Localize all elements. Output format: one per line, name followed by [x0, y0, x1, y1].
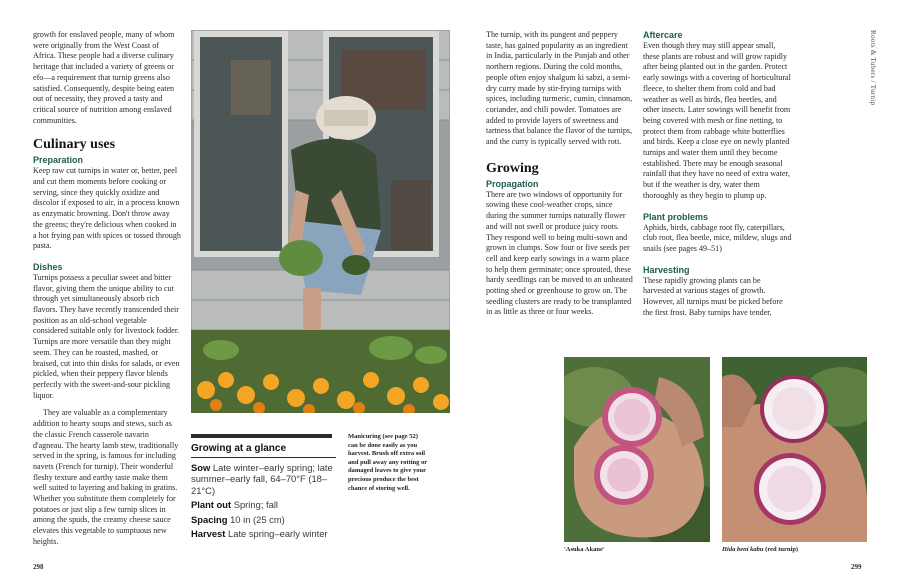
glance-plant-label: Plant out: [191, 499, 232, 511]
plant-problems-heading: Plant problems: [643, 211, 709, 222]
propagation-heading: Propagation: [486, 178, 539, 189]
glance-plant-value: Spring; fall: [233, 499, 279, 511]
hida-beni-kabu-caption: [722, 546, 798, 555]
harvesting-heading: Harvesting: [643, 264, 690, 275]
glance-spacing-label: Spacing: [191, 513, 228, 525]
aftercare-text: Even though they may still appear small, these plants are robust and will grow rapidly after being planted out in the garden. Protect early sowings with a covering of horticultural fleece, to shelter them from cold and bad weather as well as birds, flea beetles, and other insects. Later sowings will benefit from being covered with mesh or fine netting, to protect them from cabbage white butterflies and birds. Keep a close eye on newly planted turnips and water them until they become established. There may be enough seasonal rainfall that they have no need of extra water, but if the weather is dry, water them thoroughly as they begin to plump up.: [643, 41, 791, 200]
right-col-1: [486, 30, 634, 318]
glance-sow-label: Sow: [191, 462, 211, 473]
dishes-heading: Dishes: [33, 261, 63, 272]
propagation-text: There are two windows of opportunity for sowing these cool-weather crops, since during the summer turnips naturally flower and will not swell or produce juicy roots. They respond well to being multi-sown and grown in clumps. Sow four or five seeds per cell and keep early sowings in a warm place to help them germinate; once sprouted, these hardy seedlings can be moved to an unheated potting shed or greenhouse to grow on. The seedling clusters are ready to be transplanted in as little as three or four weeks.: [486, 189, 633, 317]
glance-title: Growing at a glance: [191, 443, 287, 454]
glance-harvest-value: Late spring–early winter: [228, 528, 328, 540]
harvesting-text: These rapidly growing plants can be harvested at various stages of growth. However, all turnips must be picked before the first frost. Baby turnips have tender,: [643, 275, 783, 317]
left-page-number: 298: [33, 563, 44, 571]
glance-spacing-row: [191, 514, 336, 525]
glance-plant-row: [191, 499, 336, 510]
hida-beni-kabu-gloss: (red turnip): [765, 546, 799, 553]
preparation-heading: Preparation: [33, 155, 84, 166]
left-col-1: [33, 30, 181, 548]
aftercare-heading: Aftercare: [643, 30, 683, 40]
glance-sow-row: [191, 462, 336, 496]
culinary-uses-heading: Culinary uses: [33, 137, 116, 153]
india-intro-text: The turnip, with its pungent and peppery taste, has gained popularity as an ingredient in India, particularly in the Punjab and other northern regions. During the cold months, people often enjoy shalgum ki sabzi, a semi-dry curry made by stir-frying turnips with spices, including turmeric, cumin, cinnamon, coriander, and chili powder. Tomatoes are added to provide layers of sweetness and tartness that balance the flavor of the turnips, and the curry is typically served with roti.: [486, 30, 633, 147]
hida-beni-kabu-name: Hida beni kabu: [722, 546, 764, 553]
manicuring-caption: Manicuring (see page 52) can be done easily as you harvest. Brush off extra soil and pull away any rotting or damaged leaves to give your precious produce the best chance of storing well.: [348, 433, 428, 492]
asuka-akane-photo: [564, 357, 710, 542]
glance-spacing-value: 10 in (25 cm): [230, 513, 285, 525]
gardener-photo: [191, 30, 450, 413]
glance-divider: [191, 457, 336, 458]
glance-harvest-label: Harvest: [191, 528, 226, 540]
right-col-2: [643, 30, 793, 318]
hida-beni-kabu-photo: [722, 357, 867, 542]
growing-at-a-glance: [191, 443, 336, 539]
glance-sow-value: Late winter–early spring; late summer–early fall, 64–70°F (18–21°C): [191, 462, 333, 496]
plant-problems-text: Aphids, birds, cabbage root fly, caterpillars, club root, flea beetle, mice, mildew, slugs and snails (see pages 49–51): [643, 222, 792, 253]
dishes-text-2: They are valuable as a complementary addition to hearty soups and stews, such as the classic French casserole navarin d'agneau. The hearty lamb stew, traditionally served in the spring, is famous for including navets (French for turnip). Their wonderful fleshy texture and earthy taste make them well suited to layering and baking in gratins. Whether you substitute them completely for potatoes or just slip a few turnip slices in among the spuds, the creamy cheese sauce elevates this vegetable to sumptuous new heights.: [33, 408, 179, 546]
dishes-text: Turnips possess a peculiar sweet and bitter flavor, giving them the unique ability to cut through yet simultaneously absorb rich flavors. They have recently transcended their position as an old-school vegetable considered suitable only for livestock fodder. Turnips are more versatile than they might seem. They can be roasted, mashed, or braised, cut into thin disks for salads, or even pickled, when their peppery flavor blends perfectly with the sweet-and-sour pickling liquor.: [33, 272, 180, 400]
right-page-number: 299: [851, 563, 862, 571]
growing-heading: Growing: [486, 160, 539, 176]
glance-top-rule: [191, 434, 332, 438]
preparation-text: Keep raw cut turnips in water or, better, peel and cut them moments before cooking or serving, since they quickly oxidize and discolor if exposed to air, in a process known as enzymatic browning. Don't throw away the greens; they're delicious when cooked in a hot frying pan with spices or tossed through pasta.: [33, 166, 181, 251]
asuka-akane-caption: 'Asuka Akane': [564, 546, 605, 553]
glance-harvest-row: [191, 528, 336, 539]
left-intro-text: growth for enslaved people, many of whom were originally from the West Coast of Africa. These people had a diverse culinary heritage that included a variety of greens or efo—a requirement that turnip greens also satisfied. Consequently, despite being eaten out of necessity, they proved a tasty and critical source of nutrition among enslaved communities.: [33, 30, 175, 125]
running-head: Roots & Tubers / Turnip: [869, 30, 877, 106]
